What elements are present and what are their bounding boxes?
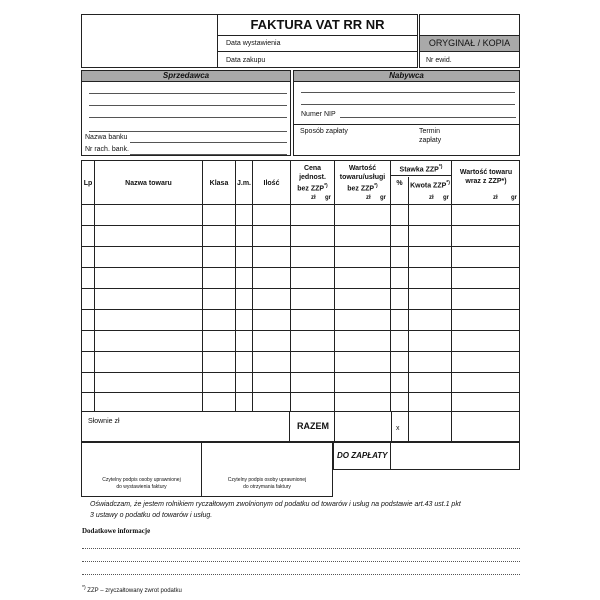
total-label: RAZEM <box>297 421 329 431</box>
seller-line[interactable] <box>89 131 287 132</box>
table-row[interactable] <box>82 204 519 205</box>
invoice-title: FAKTURA VAT RR NR <box>250 17 385 32</box>
signature-right-box[interactable] <box>201 442 333 497</box>
payment-section <box>293 124 520 156</box>
table-row[interactable] <box>82 267 519 268</box>
nip-label: Numer NIP <box>301 111 336 118</box>
amount-in-words-box[interactable] <box>81 411 290 442</box>
signature-left-label-1: Czytelny podpis osoby uprawnionej <box>102 477 181 483</box>
total-x-mark: x <box>396 425 400 432</box>
amount-due-label: DO ZAPŁATY <box>337 451 388 460</box>
seller-line[interactable] <box>89 117 287 118</box>
col-zzp-percent: % <box>396 180 403 187</box>
signature-left-box[interactable] <box>81 442 202 497</box>
table-row[interactable] <box>82 309 519 310</box>
bank-name-label: Nazwa banku <box>85 134 128 141</box>
farmer-statement-line-1: Oświadczam, że jestem rolnikiem ryczałtowym zwolnionym od podatku od towarów i usług na podstawie art.43 ust.1 pkt <box>90 501 461 508</box>
total-row <box>289 411 520 442</box>
table-row[interactable] <box>82 372 519 373</box>
col-gross-value: Wartość towaru wraz z ZZP*) <box>459 169 513 185</box>
col-zzp-amount: Kwota ZZP*) <box>410 180 450 190</box>
title-box <box>217 14 418 36</box>
signature-right-label-1: Czytelny podpis osoby uprawnionej <box>227 477 307 483</box>
payment-term-label-2: zapłaty <box>419 137 442 144</box>
table-row[interactable] <box>82 246 519 247</box>
buyer-line[interactable] <box>301 104 515 105</box>
farmer-statement-line-2: 3 ustawy o podatku od towarów i usług. <box>90 512 213 519</box>
buyer-header: Nabywca <box>294 71 519 82</box>
payment-term-label-1: Termin <box>419 128 441 135</box>
issue-date-field[interactable] <box>217 35 418 52</box>
account-number-line[interactable] <box>130 154 287 155</box>
payment-method-label: Sposób zapłaty <box>300 128 348 135</box>
buyer-section <box>293 70 520 125</box>
col-unit: J.m. <box>236 180 251 187</box>
table-row[interactable] <box>82 330 519 331</box>
extra-info-line[interactable] <box>82 574 520 575</box>
signature-right-label-2: do otrzymania faktury <box>243 484 291 490</box>
purchase-date-field[interactable] <box>217 51 418 68</box>
farmer-statement <box>90 499 530 521</box>
seller-line[interactable] <box>89 105 287 106</box>
original-copy-box <box>419 35 520 52</box>
col-lp: Lp <box>83 180 93 187</box>
account-number-label: Nr rach. bank. <box>85 146 129 153</box>
nip-line[interactable] <box>340 117 516 118</box>
extra-info-label: Dodatkowe informacje <box>82 527 151 535</box>
table-row[interactable] <box>82 351 519 352</box>
footnote: *) ZZP – zryczałtowany zwrot podatku <box>82 585 182 594</box>
signature-left-label-2: do wystawienia faktury <box>116 484 167 490</box>
col-class: Klasa <box>209 180 229 187</box>
table-row[interactable] <box>82 288 519 289</box>
items-table: Lp Nazwa towaru Klasa J.m. Ilość Cena jednost. bez ZZP*) Wartość towaru/usługi bez ZZP*) Stawka ZZP*) % Kwota ZZP*) Wartość towaru wraz z ZZP*) zł gr zł gr zł gr zł gr <box>81 160 520 412</box>
seller-line[interactable] <box>89 93 287 94</box>
purchase-date-label: Data zakupu <box>226 57 266 64</box>
col-name: Nazwa towaru <box>125 180 172 187</box>
col-qty: Ilość <box>263 180 280 187</box>
invoice-number-box[interactable] <box>419 14 520 36</box>
seller-header: Sprzedawca <box>82 71 290 82</box>
table-row[interactable] <box>82 225 519 226</box>
top-left-stamp-box <box>81 14 218 68</box>
col-zzp-rate: Stawka ZZP*) <box>399 164 443 174</box>
amount-due-box[interactable] <box>333 442 520 470</box>
buyer-line[interactable] <box>301 92 515 93</box>
seller-section <box>81 70 291 156</box>
col-net-value: Wartość towaru/usługi bez ZZP*) <box>339 165 386 193</box>
table-row[interactable] <box>82 392 519 393</box>
extra-info-line[interactable] <box>82 548 520 549</box>
extra-info-line[interactable] <box>82 561 520 562</box>
issue-date-label: Data wystawienia <box>226 40 281 47</box>
original-copy-label: ORYGINAŁ / KOPIA <box>428 38 511 48</box>
record-number-label: Nr ewid. <box>426 57 452 64</box>
col-unit-price: Cena jednost. bez ZZP*) <box>297 165 328 193</box>
amount-in-words-label: Słownie zł <box>88 418 120 425</box>
bank-name-line[interactable] <box>130 142 287 143</box>
record-number-field[interactable] <box>419 51 520 68</box>
